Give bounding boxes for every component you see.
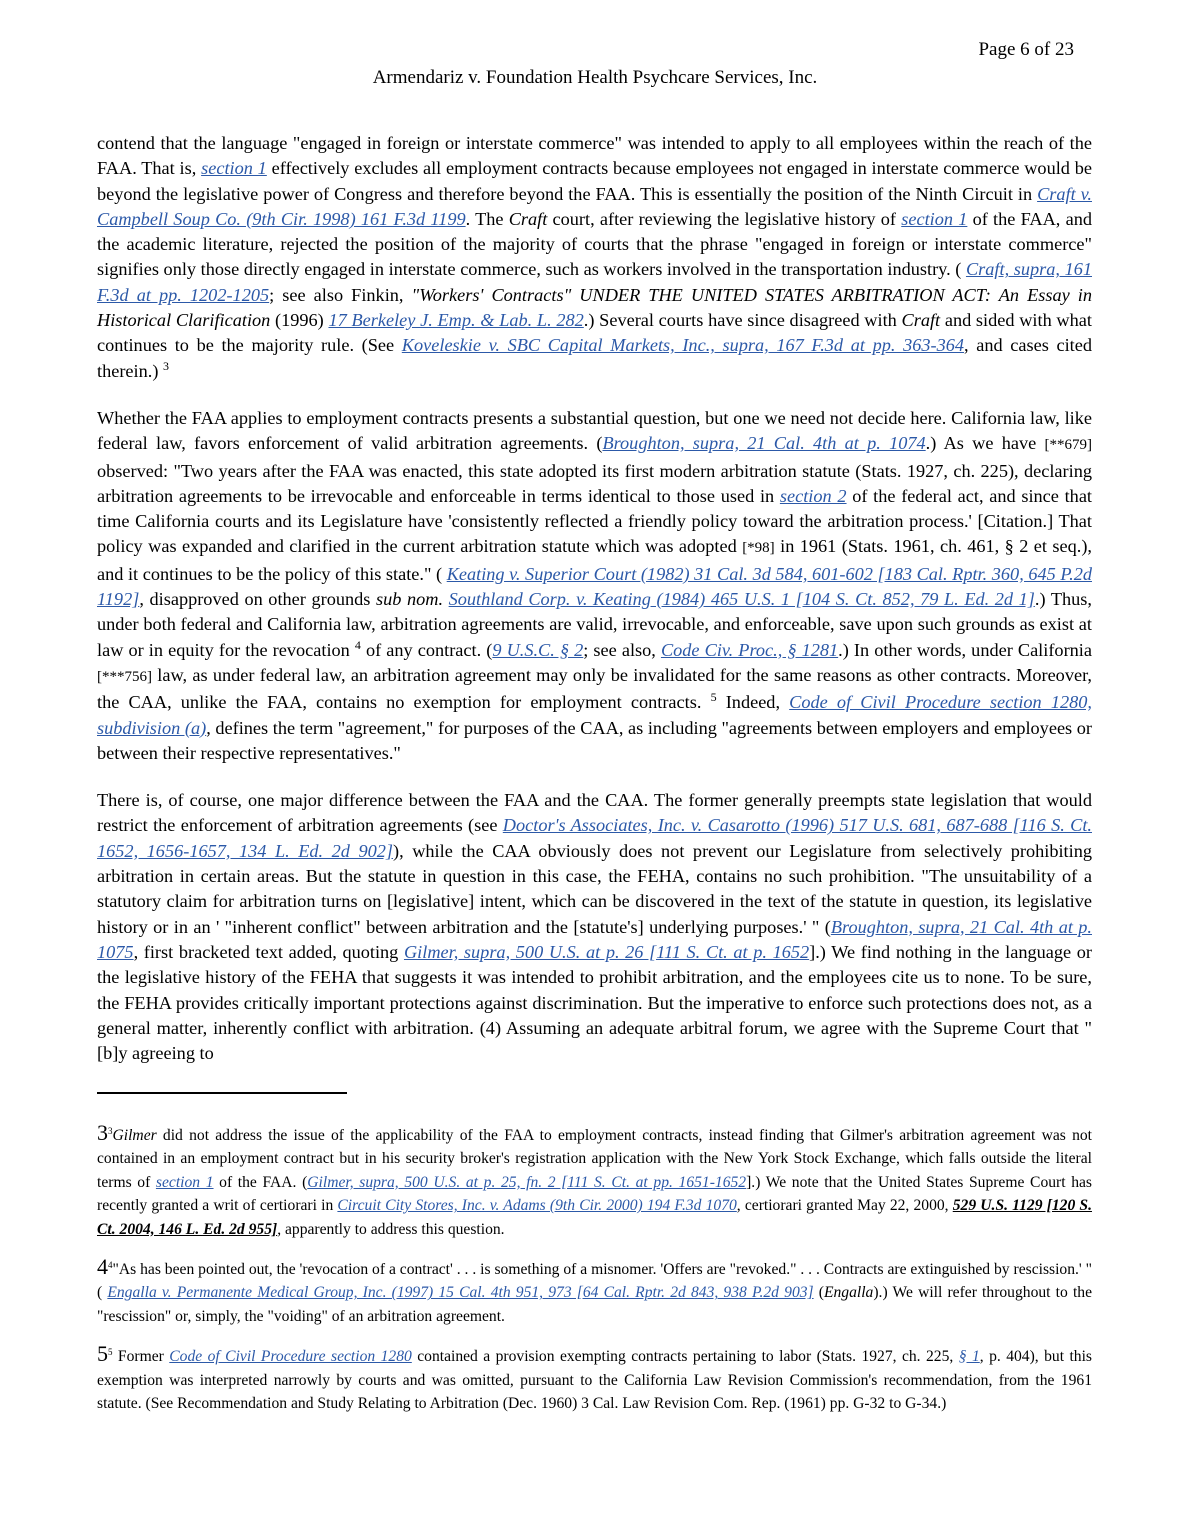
text: ).) We will refer throughout to the "rescission" or, simply, the "voiding" of an arbitration agreement. — [97, 1284, 1092, 1325]
paragraph-2 — [97, 406, 1092, 766]
italic-text: "Workers' Contracts" UNDER THE UNITED STATES ARBITRATION ACT: An Essay in Historical Clarification — [97, 284, 1093, 331]
link-fn3-circuit-city[interactable]: Circuit City Stores, Inc. v. Adams (9th Cir. 2000) 194 F.3d 1070 — [337, 1197, 737, 1215]
text: did not address the issue of the applicability of the FAA to employment contracts, instead finding that Gilmer's arbitration agreement was not contained in an employment contract but in his security broker's registration application with the New York Stock Exchange, which falls outside the literal terms of — [97, 1127, 1092, 1191]
text: (1996) — [270, 310, 329, 331]
footnote-number: 5 — [97, 1341, 108, 1367]
link-code-civ-proc-1281[interactable]: Code Civ. Proc., § 1281 — [660, 639, 839, 660]
footnote-ref-5[interactable]: 5 — [710, 690, 717, 705]
text: in 1961 (Stats. 1961, ch. 461, § 2 et seq.), and it continues to be the policy of this state." ( — [97, 536, 1092, 584]
text: ( — [813, 1284, 824, 1302]
footnote-ref-4[interactable]: 4 — [354, 637, 361, 652]
text: , first bracketed text added, quoting — [133, 941, 404, 962]
link-southland-v-keating[interactable]: Southland Corp. v. Keating (1984) 465 U.S. 1 [104 S. Ct. 852, 79 L. Ed. 2d 1] — [448, 589, 1035, 610]
italic-text: sub nom. — [375, 589, 444, 610]
italic-text: Craft — [508, 208, 548, 229]
link-doctors-associates[interactable]: Doctor's Associates, Inc. v. Casarotto (1996) 517 U.S. 681, 687-688 [116 S. Ct. 1652, 1656-1657, 134 L. Ed. 2d 902] — [97, 815, 1092, 861]
text: Whether the FAA applies to employment contracts presents a substantial question, but one we need not decide here. California law, like federal law, favors enforcement of valid arbitration agreements. ( — [97, 407, 1092, 454]
text: , p. 404), but this exemption was interpreted narrowly by courts and was omitted, pursuant to the California Law Revision Commission's recommendation, from the 1961 statute. (See Recommendation and Study Relating to Arbitration (Dec. 1960) 3 Cal. Law Revision Com. Rep. (1961) pp. G-32 to G-34.) — [97, 1348, 1092, 1413]
text: ].) We note that the United States Supreme Court has recently granted a writ of certiorari in — [97, 1173, 1092, 1215]
text: Former — [112, 1348, 170, 1366]
text: of the FAA. ( — [213, 1173, 308, 1191]
text: ; see also Finkin, — [269, 284, 412, 305]
text: , defines the term "agreement," for purposes of the CAA, as including "agreements between employers and employees or between their respective representatives." — [97, 717, 1092, 763]
link-gilmer-supra[interactable]: Gilmer, supra, 500 U.S. at p. 26 [111 S. Ct. at p. 1652 — [403, 941, 810, 962]
link-section-2[interactable]: section 2 — [779, 485, 847, 506]
link-craft-supra[interactable]: Craft, supra, 161 F.3d at pp. 1202-1205 — [97, 259, 1092, 305]
text: , disapproved on other grounds — [139, 589, 376, 610]
italic-text: Gilmer — [112, 1127, 157, 1144]
link-fn3-section-1[interactable]: section 1 — [155, 1173, 214, 1191]
link-section-1[interactable]: section 1 — [201, 158, 267, 179]
text: and sided with what continues to be the majority rule. (See — [97, 310, 1092, 356]
text: contend that the language "engaged in foreign or interstate commerce" was intended to apply to all employees within the reach of the FAA. That is, — [97, 133, 1092, 179]
link-craft-v-campbell[interactable]: Craft v. Campbell Soup Co. (9th Cir. 1998) 161 F.3d 1199 — [97, 183, 1092, 229]
text: There is, of course, one major difference between the FAA and the CAA. The former generally preempts state legislation that would restrict the enforcement of arbitration agreements (see — [97, 790, 1092, 836]
paragraph-3 — [97, 788, 1092, 1066]
link-fn5-ccp-1280[interactable]: Code of Civil Procedure section 1280 — [169, 1348, 412, 1366]
link-berkeley-journal[interactable]: 17 Berkeley J. Emp. & Lab. L. 282 — [328, 310, 584, 331]
link-ccp-1280-a[interactable]: Code of Civil Procedure section 1280, subdivision (a) — [97, 692, 1092, 738]
link-fn3-gilmer[interactable]: Gilmer, supra, 500 U.S. at p. 25, fn. 2 [111 S. Ct. at pp. 1651-1652 — [307, 1173, 747, 1191]
case-title: Armendariz v. Foundation Health Psychcare Services, Inc. — [372, 67, 818, 88]
paragraph-1 — [97, 131, 1092, 384]
footnote-marker: 3 — [108, 1126, 113, 1136]
link-9-usc-2[interactable]: 9 U.S.C. § 2 — [492, 639, 584, 660]
pin-cite: [*98] — [742, 540, 775, 557]
text: court, after reviewing the legislative history of — [547, 208, 902, 229]
pin-cite: [***756] — [97, 668, 152, 685]
link-fn5-section-1[interactable]: § 1 — [958, 1348, 980, 1366]
text: contained a provision exempting contracts pertaining to labor (Stats. 1927, ch. 225, — [411, 1348, 959, 1366]
text: observed: "Two years after the FAA was enacted, this state adopted its first modern arbitration statute (Stats. 1927, ch. 225), declaring arbitration agreements to be irrevocable and enforceable in terms identical to those used in — [97, 460, 1092, 506]
text: . The — [465, 208, 509, 229]
text: .) Several courts have since disagreed with — [583, 310, 902, 331]
opinion-body — [97, 131, 1092, 1066]
text: .) Thus, under both federal and California law, arbitration agreements are valid, irrevocable, and enforceable, save upon such grounds as exist at law or in equity for the revocation — [97, 589, 1092, 660]
footnote-number: 4 — [97, 1254, 108, 1280]
footnote-4 — [97, 1254, 1092, 1328]
text: law, as under federal law, an arbitration agreement may only be invalidated for the same reasons as other contracts. Moreover, the CAA, unlike the FAA, contains no exemption for employment contracts. — [97, 664, 1092, 713]
text: .) As we have — [925, 433, 1045, 454]
footnote-marker: 5 — [108, 1347, 113, 1358]
text: of any contract. ( — [360, 639, 493, 660]
text: of the federal act, and since that time California courts and its Legislature have 'consistently reflected a friendly policy toward the arbitration process.' [Citation.] That policy was expanded and clarified in the current arbitration statute which was adopted — [97, 485, 1093, 557]
footnote-number: 3 — [97, 1120, 108, 1145]
footnote-ref-3[interactable]: 3 — [162, 358, 169, 373]
text: ), while the CAA obviously does not prevent our Legislature from selectively prohibiting arbitration in certain areas. But the statute in question in this case, the FEHA, contains no such prohibition. "The unsuitability of a statutory claim for arbitration turns on [legislative] intent, which can be discovered in the text of the statute in question, its legislative history or in an ' "inherent conflict" between arbitration and the [statute's] underlying purposes.' " ( — [97, 840, 1092, 937]
link-keating-superior-court[interactable]: Keating v. Superior Court (1982) 31 Cal. 3d 584, 601-602 [183 Cal. Rptr. 360, 645 P.2d 1192] — [97, 563, 1092, 610]
footnote-3 — [97, 1120, 1092, 1241]
italic-text: Engalla — [823, 1284, 874, 1302]
italic-text: Craft — [901, 310, 941, 331]
text: of the FAA, and the academic literature, rejected the position of the majority of courts that the phrase "engaged in foreign or interstate commerce" signifies only those directly engaged in interstate commerce, such as workers involved in the transportation industry. ( — [97, 208, 1092, 280]
pin-cite: [**679] — [1044, 437, 1092, 454]
text: , apparently to address this question. — [277, 1220, 505, 1238]
text: ; see also, — [583, 639, 661, 660]
footnote-marker: 4 — [108, 1260, 113, 1271]
text: effectively excludes all employment contracts because employees not engaged in interstate commerce would be beyond the legislative power of Congress and therefore beyond the FAA. This is essentially the position of the Ninth Circuit in — [97, 158, 1092, 204]
text: .) In other words, under California — [838, 639, 1092, 660]
text: ].) We find nothing in the language or the legislative history of the FEHA that suggests it was intended to prohibit arbitration, and the employees cite us to none. To be sure, the FEHA provides critically important protections against discrimination. But the imperative to enforce such protections does not, as a general matter, inherently conflict with arbitration. (4) Assuming an adequate arbitral forum, we agree with the Supreme Court that "[b]y agreeing to — [97, 941, 1092, 1064]
footnotes — [97, 1120, 1092, 1415]
link-section-1-b[interactable]: section 1 — [901, 208, 968, 229]
link-broughton-1074[interactable]: Broughton, supra, 21 Cal. 4th at p. 1074 — [602, 433, 926, 454]
text: "As has been pointed out, the 'revocation of a contract' . . . is something of a misnomer. 'Offers are "revoked." . . . Contracts are extinguished by rescission.' " ( — [97, 1261, 1092, 1302]
text: Indeed, — [716, 692, 790, 713]
text: , and cases cited therein.) — [97, 335, 1092, 381]
footnote-divider — [97, 1092, 347, 1094]
text: , certiorari granted May 22, 2000, — [736, 1197, 953, 1215]
page-number: Page 6 of 23 — [978, 39, 1074, 60]
bold-citation: 529 U.S. 1129 [120 S. Ct. 2004, 146 L. Ed. 2d 955] — [97, 1197, 1092, 1238]
link-koveleskie[interactable]: Koveleskie v. SBC Capital Markets, Inc., supra, 167 F.3d at pp. 363-364 — [401, 335, 964, 356]
link-broughton-1075[interactable]: Broughton, supra, 21 Cal. 4th at p. 1075 — [97, 916, 1092, 962]
footnote-5 — [97, 1341, 1092, 1415]
link-fn4-engalla[interactable]: Engalla v. Permanente Medical Group, Inc. (1997) 15 Cal. 4th 951, 973 [64 Cal. Rptr. 2d 843, 938 P.2d 903] — [107, 1284, 814, 1302]
